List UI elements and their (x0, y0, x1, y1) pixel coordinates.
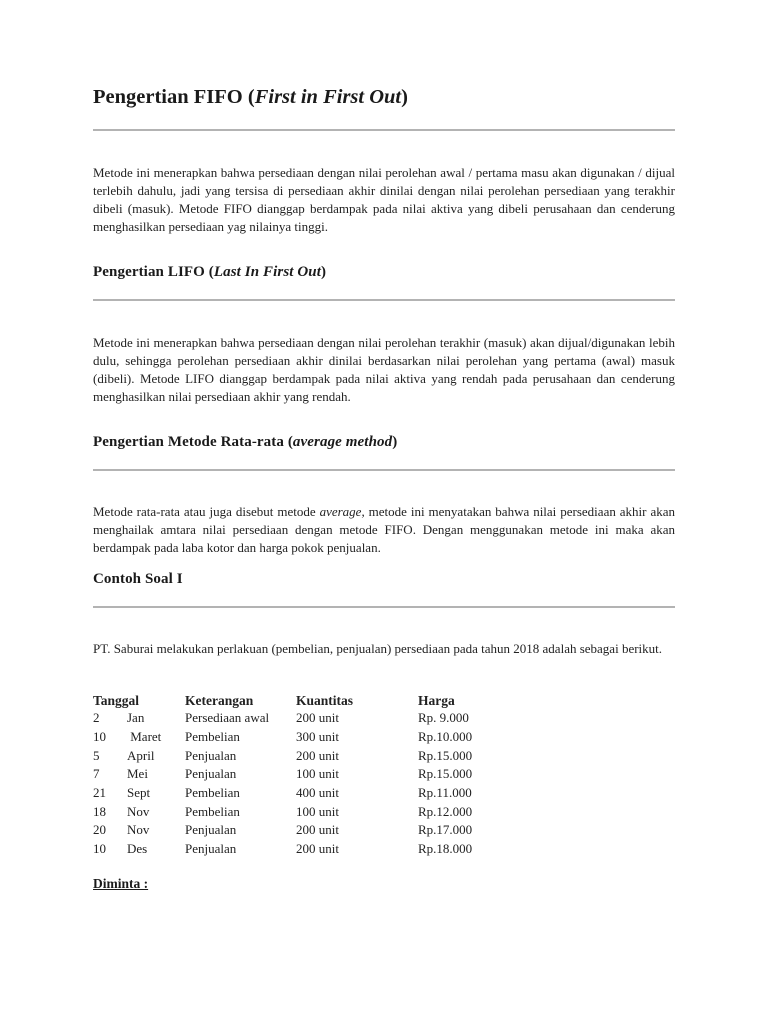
title-italic: First in First Out (254, 86, 402, 108)
cell-keterangan: Penjualan (185, 822, 237, 838)
table-row (93, 802, 508, 821)
average-text-italic: average, (319, 504, 365, 519)
cell-harga: Rp.12.000 (418, 803, 473, 819)
table-row (93, 728, 508, 747)
cell-keterangan: Pembelian (185, 729, 240, 745)
horizontal-rule (93, 606, 675, 608)
heading-prefix: Pengertian LIFO ( (93, 264, 214, 280)
cell-keterangan: Pembelian (185, 803, 240, 819)
cell-keterangan: Pembelian (185, 785, 240, 801)
cell-harga: Rp.18.000 (418, 841, 473, 857)
section-heading-lifo (93, 264, 326, 281)
cell-harga: Rp.11.000 (418, 785, 472, 801)
cell-day: 7 (93, 766, 100, 782)
cell-day: 20 (93, 822, 106, 838)
heading-suffix: ) (392, 434, 398, 450)
lifo-paragraph: Metode ini menerapkan bahwa persediaan dengan nilai perolehan terakhir (masuk) akan dijual/digunakan lebih dulu, sehingga perolehan persediaan akhir dinilai berdasarkan nilai perolehan yang pertama (awal) masuk (dibeli). Metode LIFO dianggap berdampak pada nilai aktiva yang rendah pada perusahaan dan cenderung menghasilkan nilai persediaan akhir yang rendah. (93, 335, 675, 404)
cell-day: 10 (93, 841, 106, 857)
header-harga: Harga (418, 693, 455, 708)
cell-day: 21 (93, 785, 106, 801)
cell-month: Jan (127, 710, 145, 726)
table-row (93, 840, 508, 859)
cell-kuantitas: 200 unit (296, 747, 339, 763)
average-paragraph (93, 503, 675, 557)
cell-harga: Rp.10.000 (418, 729, 473, 745)
horizontal-rule (93, 299, 675, 301)
cell-kuantitas: 300 unit (296, 729, 339, 745)
cell-kuantitas: 200 unit (296, 841, 339, 857)
title-suffix: ) (401, 86, 408, 108)
cell-month: Nov (127, 822, 150, 838)
cell-harga: Rp.17.000 (418, 822, 473, 838)
cell-month: Sept (127, 785, 151, 801)
cell-day: 5 (93, 747, 100, 763)
average-text-after: metode ini menyatakan bahwa nilai persediaan akhir akan menghailak amtara nilai persediaan dengan metode FIFO. Dengan menggunakan metode ini maka akan berdampak pada laba kotor dan harga pokok penjualan. (93, 504, 675, 555)
cell-harga: Rp.15.000 (418, 747, 473, 763)
title-prefix: Pengertian FIFO ( (93, 86, 255, 108)
header-tanggal: Tanggal (93, 693, 140, 708)
cell-keterangan: Penjualan (185, 747, 237, 763)
cell-day: 10 (93, 729, 106, 745)
fifo-paragraph: Metode ini menerapkan bahwa persediaan dengan nilai perolehan awal / pertama masu akan digunakan / dijual terlebih dahulu, jadi yang tersisa di persediaan akhir dinilai dengan nilai perolehan persediaan yang terakhir dibeli (masuk). Metode FIFO dianggap berdampak pada nilai aktiva yang dibeli perusahaan dan cenderung menghasilkan persediaan yag nilainya tinggi. (93, 165, 675, 234)
cell-keterangan: Persediaan awal (185, 710, 270, 726)
cell-kuantitas: 200 unit (296, 710, 339, 726)
cell-day: 2 (93, 710, 100, 726)
cell-month: Des (127, 841, 148, 857)
cell-harga: Rp. 9.000 (418, 710, 469, 726)
page-title (93, 86, 408, 109)
cell-kuantitas: 200 unit (296, 822, 339, 838)
heading-prefix: Pengertian Metode Rata-rata ( (93, 434, 293, 450)
cell-keterangan: Penjualan (185, 766, 237, 782)
cell-keterangan: Penjualan (185, 841, 237, 857)
table-header-row (93, 690, 508, 709)
inventory-table (93, 690, 508, 859)
contoh-paragraph: PT. Saburai melakukan perlakuan (pembelian, penjualan) persediaan pada tahun 2018 adalah sebagai berikut. (93, 641, 663, 656)
section-heading-average (93, 434, 397, 451)
heading-suffix: ) (321, 264, 327, 280)
average-text-before: Metode rata-rata atau juga disebut metode (93, 504, 320, 519)
cell-month: Maret (127, 729, 162, 745)
heading-italic: average method (292, 434, 393, 450)
table-row (93, 709, 508, 728)
cell-month: Mei (127, 766, 148, 782)
horizontal-rule (93, 469, 675, 471)
heading-italic: Last In First Out (213, 264, 322, 280)
cell-day: 18 (93, 803, 106, 819)
table-row (93, 765, 508, 784)
section-heading-contoh-soal: Contoh Soal I (93, 571, 183, 587)
header-keterangan: Keterangan (185, 693, 254, 708)
header-kuantitas: Kuantitas (296, 693, 354, 708)
cell-month: Nov (127, 803, 150, 819)
cell-kuantitas: 100 unit (296, 803, 339, 819)
table-row (93, 821, 508, 840)
cell-kuantitas: 400 unit (296, 785, 339, 801)
table-row (93, 784, 508, 803)
cell-kuantitas: 100 unit (296, 766, 339, 782)
horizontal-rule (93, 129, 675, 131)
diminta-label: Diminta : (93, 876, 149, 891)
table-row (93, 746, 508, 765)
cell-harga: Rp.15.000 (418, 766, 473, 782)
cell-month: April (127, 747, 155, 763)
